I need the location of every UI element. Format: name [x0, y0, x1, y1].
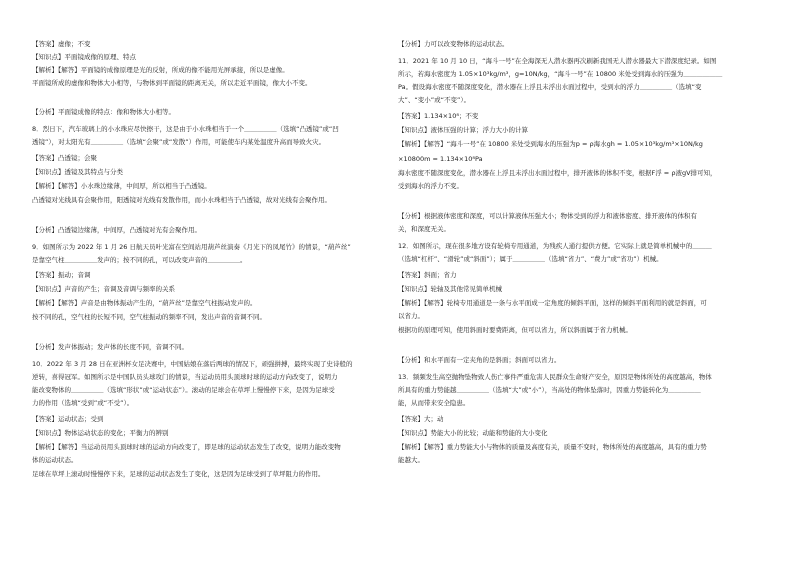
left-text-line: 【答案】运动状态；受到	[32, 415, 104, 423]
right-text-line: 以省力。	[398, 312, 424, 320]
left-text-line: 【知识点】声音的产生；音调及音调与频率的关系	[32, 285, 175, 293]
left-text-line: 【答案】凸透镜；会聚	[32, 154, 97, 162]
left-text-line: 足球在草坪上滚动时慢慢停下来，足球的运动状态发生了变化，这是因为足球受到了草坪阻力的作用。	[32, 470, 325, 478]
left-text-line: 力的作用（选填“受到”或“不受”）。	[32, 399, 134, 407]
right-text-line: 【答案】1.134×10⁸；不变	[398, 112, 479, 120]
left-text-line: 体的运动状态。	[32, 456, 78, 464]
right-text-line: 能，从而带来安全隐患。	[398, 399, 470, 407]
left-text-line: 8．烈日下，汽车玻璃上的小水珠应尽快擦干，这是由于小水珠相当于一个＿＿＿＿＿（选填“凸透镜”或“凹	[32, 125, 339, 133]
right-text-line: 11．2021 年 10 月 10 日，“海斗一号”在全海深无人潜水器再次刷新我国无人潜水器最大下潜深度纪录。如图	[398, 57, 717, 65]
right-text-line: 所具有的重力势能越＿＿＿＿＿（选填“大”或“小”），当高处的物体坠落时，因重力势能转化为＿＿＿＿＿	[398, 386, 701, 394]
right-text-line: 【解析】【解答】“海斗一号”在 10800 米处受到海水的压强为p = ρ海水gh = 1.05×10³kg/m³×10N/kg	[398, 140, 703, 148]
right-text-line: 【分析】和水平面有一定夹角的是斜面；斜面可以省力。	[398, 356, 561, 364]
left-text-line: 【解析】【解答】当运动员用头顶球时球的运动方向改变了，即足球的运动状态发生了改变，说明力能改变物	[32, 443, 341, 451]
left-text-line: 【知识点】平面镜成像的原理、特点	[32, 53, 136, 61]
left-text-line: 【解析】【解答】声音是由物体振动产生的，“葫芦丝”是靠空气柱振动发声的。	[32, 299, 257, 307]
right-text-line: 12．如图所示，现在很多地方设有轮椅专用通道，为残疾人通行提供方便。它实际上就是简单机械中的＿＿＿	[398, 242, 712, 250]
right-text-line: 【分析】根据液体密度和深度，可以计算液体压强大小；物体受到的浮力和液体密度、排开液体的体积有	[398, 212, 697, 220]
right-text-line: 【答案】大；动	[398, 415, 444, 423]
left-text-line: 【分析】平面镜成像的特点：像和物体大小相等。	[32, 108, 175, 116]
left-text-line: 【解析】【解答】小水珠边缘薄，中间厚，所以相当于凸透镜。	[32, 182, 211, 190]
right-text-line: 【分析】力可以改变物体的运动状态。	[398, 40, 509, 48]
right-text-line: Pa。假设海水密度不随深度变化，潜水器在上浮且未浮出水面过程中，受到水的浮力＿＿＿＿＿（选填“变	[398, 83, 702, 91]
right-text-line: 【知识点】液体压强的计算；浮力大小的计算	[398, 126, 528, 134]
right-text-line: 【解析】【解答】重力势能大小与物体的质量及高度有关，质量不变时，物体所处的高度越高，具有的重力势	[398, 443, 707, 451]
left-text-line: 逆转，喜得冠军。如图所示是中国队员头球攻门的情景，当运动员用头顶球时球的运动方向改变了，说明力	[32, 373, 338, 381]
right-text-line: 【答案】斜面；省力	[398, 271, 457, 279]
right-text-line: 根据功的原理可知，使用斜面时要费距离，但可以省力，所以斜面属于省力机械。	[398, 326, 632, 334]
right-text-line: 13．频频发生高空抛物坠物致人伤亡事件严重危害人民群众生命财产安全，原因是物体所处的高度越高，物体	[398, 373, 712, 381]
right-text-line: 【知识点】势能大小的比较；动能和势能的大小变化	[398, 429, 548, 437]
left-text-line: 【答案】振动；音调	[32, 271, 91, 279]
left-text-line: 凸透镜对光线具有会聚作用，阳透镜对光线有发散作用，而小水珠相当于凸透镜，故对光线有会聚作用。	[32, 196, 331, 204]
right-text-line: ×10800m = 1.134×10⁸Pa	[398, 155, 483, 163]
right-text-line: 受到海水的浮力不变。	[398, 182, 463, 190]
left-text-line: 能改变物体的＿＿＿＿＿（选填“形状”或“运动状态”）。滚动的足球会在草坪上慢慢停下来，是因为足球受	[32, 386, 335, 394]
left-text-line: 按不同的孔，空气柱的长短不同，空气柱振动的频率不同，发出声音的音调不同。	[32, 313, 266, 321]
left-text-line: 【知识点】物体运动状态的变化；平衡力的辨别	[32, 429, 169, 437]
left-text-line: 【答案】虚像；不变	[32, 40, 91, 48]
left-text-line: 【知识点】透镜及其特点与分类	[32, 168, 123, 176]
left-text-line: 【分析】发声体振动；发声体的长度不同，音调不同。	[32, 343, 188, 351]
left-text-line: 【解析】【解答】平面镜的成像原理是光的反射，所成的像不能用光屏承接，所以是虚像。	[32, 66, 289, 74]
left-text-line: 10．2022 年 3 月 28 日在亚洲杯女足决赛中，中国姑娘在落后两球的情况下，顽强拼搏，最终实现了史诗般的	[32, 360, 353, 368]
right-text-line: 所示，若海水密度为 1.05×10³kg/m³，g=10N/kg，“海斗一号”在 10800 米处受到海水的压强为＿＿＿＿＿＿	[398, 70, 723, 78]
left-text-line: 是靠空气柱＿＿＿＿＿发声的；按不同的孔，可以改变声音的＿＿＿＿＿。	[32, 256, 247, 264]
right-text-line: 海水密度不随深度变化，潜水器在上浮且未浮出水面过程中，排开液体的体积不变，根据F浮 = ρ液gV排可知，	[398, 169, 717, 177]
right-text-line: 【解析】【解答】轮椅专用通道是一条与水平面成一定角度的倾斜平面，这样的倾斜平面利用的就是斜面，可	[398, 299, 707, 307]
right-text-line: 关，和深度无关。	[398, 225, 450, 233]
left-text-line: 透镜”），对太阳光有＿＿＿＿＿（选填“会聚”或“发散”）作用，可能使车内某处温度升高而导致火灾。	[32, 138, 326, 146]
right-text-line: 能越大。	[398, 456, 424, 464]
right-text-line: （选填“杠杆”、“滑轮”或“斜面”）；属于＿＿＿＿＿（选填“省力”、“费力”或“省功”）机械。	[398, 255, 663, 263]
left-text-line: 9．如图所示为 2022 年 1 月 26 日航天员叶光富在空间站用葫芦丝演奏《月光下的凤尾竹》的情景，“葫芦丝”	[32, 243, 351, 251]
left-text-line: 【分析】凸透镜边缘薄，中间厚，凸透镜对光有会聚作用。	[32, 226, 201, 234]
left-text-line: 平面镜所成的虚像和物体大小相等，与物体到平面镜的距离无关，所以走近平面镜，像大小不变。	[32, 79, 312, 87]
right-text-line: 大”、“变小”或“不变”）。	[398, 96, 471, 104]
right-text-line: 【知识点】轮轴及其他常见简单机械	[398, 285, 502, 293]
